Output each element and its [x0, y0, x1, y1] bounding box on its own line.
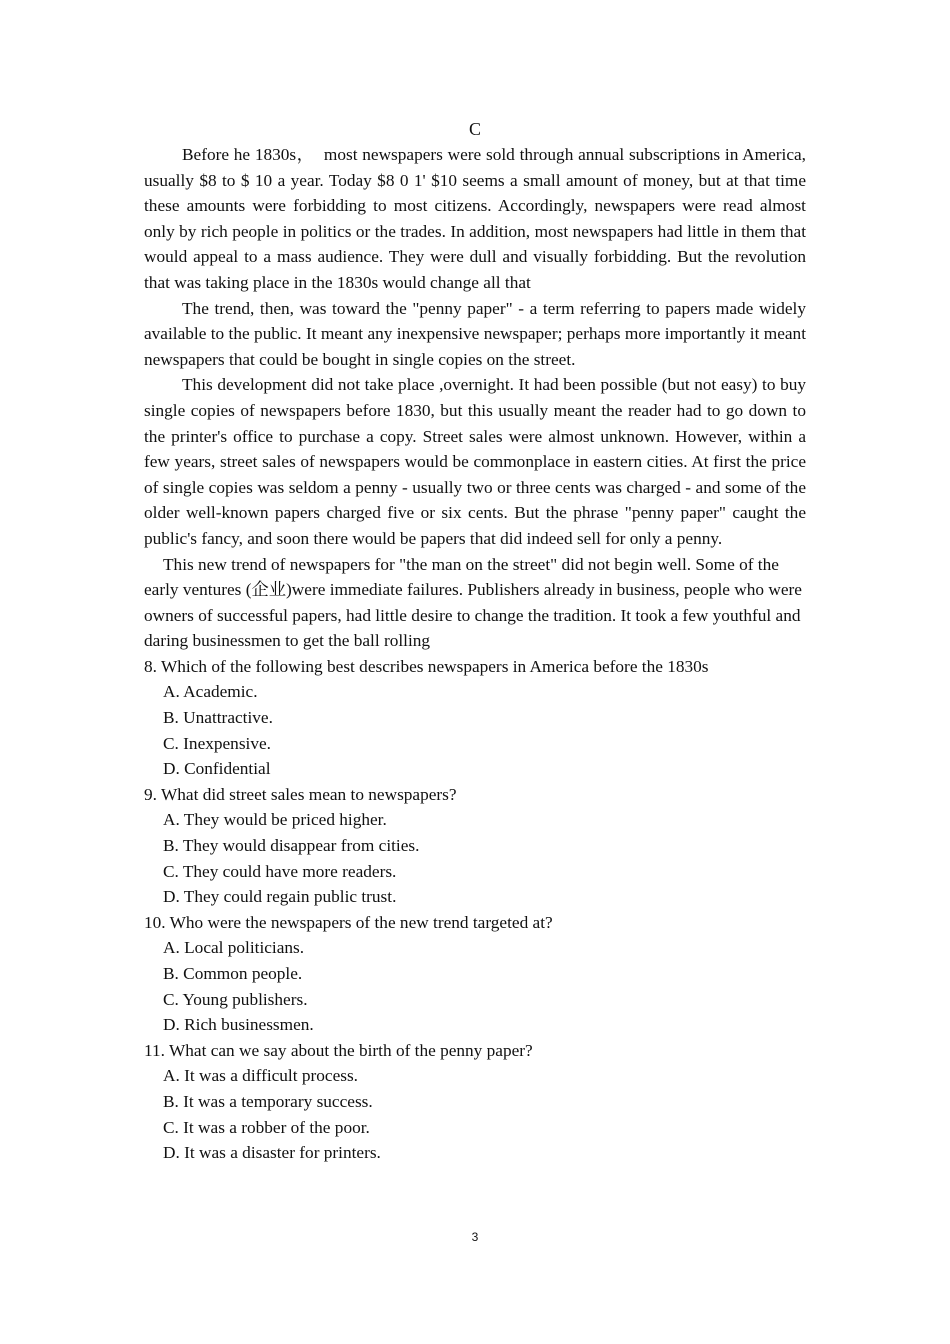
option-c: C. They could have more readers.	[163, 861, 397, 881]
paragraph-3: This development did not take place ,overnight. It had been possible (but not easy) to buy single copies of newspapers before 1830, but this usually meant the reader had to go down to the printer's office to purchase a copy. Street sales were almost unknown. However, within a few years, street sales of newspapers would be commonplace in eastern cities. At first the price of single copies was seldom a penny - usually two or three cents was charged - and some of the older well-known papers charged five or six cents. But the phrase "penny paper" caught the public's fancy, and soon there would be papers that did indeed sell for only a penny.	[144, 375, 806, 548]
passage-body	[144, 142, 806, 1166]
option-a: A. Local politicians.	[163, 938, 305, 958]
question-stem: 8. Which of the following best describes newspapers in America before the 1830s	[144, 656, 709, 676]
question-11	[144, 1038, 806, 1166]
question-8	[144, 654, 806, 782]
option-b: B. Unattractive.	[163, 708, 273, 728]
question-9	[144, 782, 806, 910]
paragraph-4: This new trend of newspapers for "the man on the street" did not begin well. Some of the early ventures (企业)were immediate failures. Publishers already in business, people who were owners of successful papers, had little desire to change the tradition. It took a few youthful and daring businessmen to get the ball rolling	[144, 554, 802, 651]
paragraph-2: The trend, then, was toward the "penny paper" - a term referring to papers made widely available to the public. It meant any inexpensive newspaper; perhaps more importantly it meant newspapers that could be bought in single copies on the street.	[144, 298, 806, 369]
option-d: D. Confidential	[163, 759, 271, 779]
option-d: D. They could regain public trust.	[163, 887, 397, 907]
option-b: B. It was a temporary success.	[163, 1091, 373, 1111]
option-d: D. Rich businessmen.	[163, 1015, 314, 1035]
option-c: C. It was a robber of the poor.	[163, 1117, 370, 1137]
option-c: C. Inexpensive.	[163, 733, 271, 753]
option-c: C. Young publishers.	[163, 989, 308, 1009]
question-stem: 9. What did street sales mean to newspapers?	[144, 784, 457, 804]
option-a: A. They would be priced higher.	[163, 810, 387, 830]
page-number: 3	[471, 1230, 479, 1244]
paragraph-1: Before he 1830s， most newspapers were sold through annual subscriptions in America, usually $8 to $ 10 a year. Today $8 0 1' $10 seems a small amount of money, but at that time these amounts were forbidding to most citizens. Accordingly, newspapers were read almost only by rich people in politics or the trades. In addition, most newspapers had little in them that would appeal to a mass audience. They were dull and visually forbidding. But the revolution that was taking place in the 1830s would change all that	[144, 145, 806, 292]
option-b: B. They would disappear from cities.	[163, 836, 420, 856]
question-10	[144, 910, 806, 1038]
option-b: B. Common people.	[163, 964, 303, 983]
option-a: A. Academic.	[163, 682, 258, 702]
question-stem: 10. Who were the newspapers of the new trend targeted at?	[144, 912, 553, 932]
option-d: D. It was a disaster for printers.	[163, 1143, 381, 1163]
question-stem: 11. What can we say about the birth of the penny paper?	[144, 1040, 533, 1060]
option-a: A. It was a difficult process.	[163, 1066, 359, 1086]
section-title: C	[468, 119, 481, 139]
